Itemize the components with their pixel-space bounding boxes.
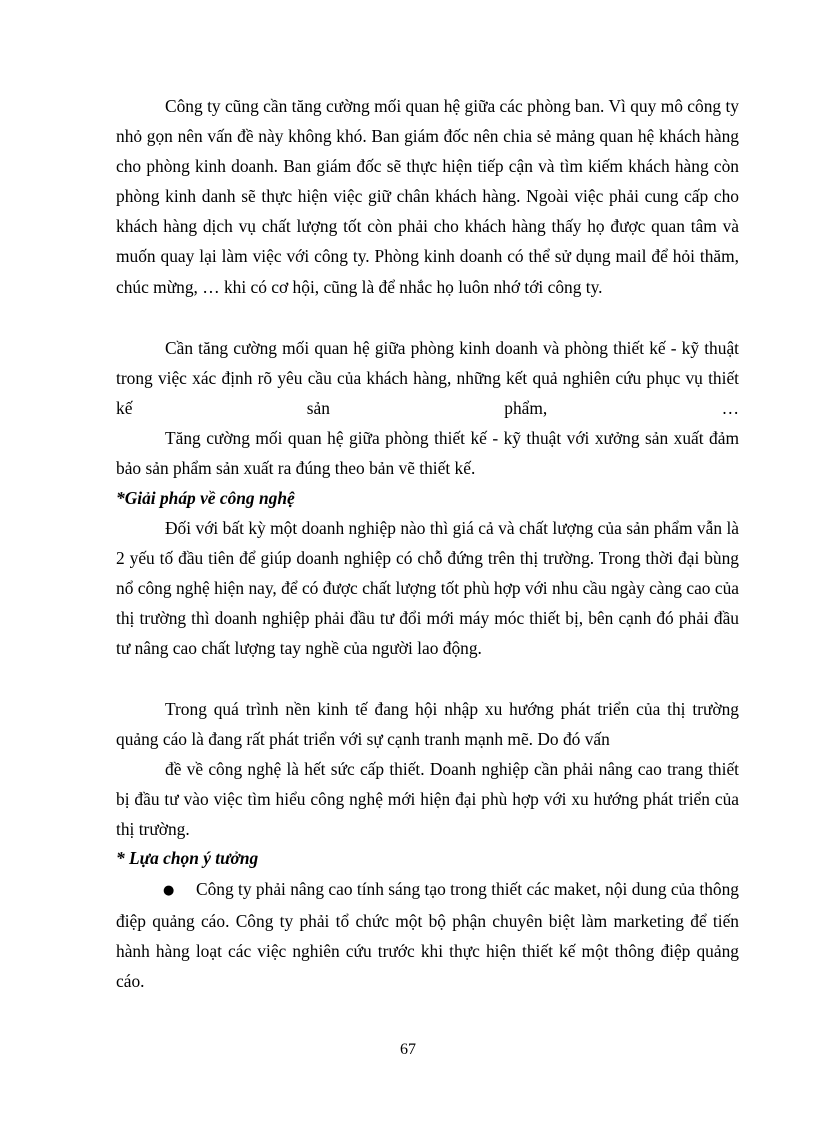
bullet-item-creativity [116, 874, 739, 996]
page-number: 67 [400, 1041, 416, 1058]
paragraph-department-relations: Công ty cũng cần tăng cường mối quan hệ giữa các phòng ban. Vì quy mô công ty nhỏ gọn nên vấn đề này không khó. Ban giám đốc nên chia sẻ mảng quan hệ khách hàng cho phòng kinh doanh. Ban giám đốc sẽ thực hiện tiếp cận và tìm kiếm khách hàng còn phòng kinh danh sẽ thực hiện việc giữ chân khách hàng. Ngoài việc phải cung cấp cho khách hàng dịch vụ chất lượng tốt còn phải cho khách hàng thấy họ được quan tâm và muốn quay lại làm việc với công ty. Phòng kinh doanh có thể sử dụng mail để hỏi thăm, chúc mừng, … khi có cơ hội, cũng là để nhắc họ luôn nhớ tới công ty. [116, 96, 739, 297]
heading-idea-selection: * Lựa chọn ý tưởng [116, 848, 259, 868]
bullet-item-text: Công ty phải nâng cao tính sáng tạo trong thiết các maket, nội dung của thông điệp quảng cáo. Công ty phải tổ chức một bộ phận chuyên biệt làm marketing để tiến hành hàng loạt các việc nghiên cứu trước khi thực hiện thiết kế một thông điệp quảng cáo. [116, 879, 739, 992]
paragraph-market-integration: Trong quá trình nền kinh tế đang hội nhập xu hướng phát triển của thị trường quảng cáo là đang rất phát triển với sự cạnh tranh mạnh mẽ. Do đó vấn [116, 699, 739, 750]
paragraph-technology-urgency: đề về công nghệ là hết sức cấp thiết. Doanh nghiệp cần phải nâng cao trang thiết bị đầu tư vào việc tìm hiểu công nghệ mới hiện đại phù hợp với xu hướng phát triển của thị trường. [116, 759, 739, 840]
bullet-dot-icon: ● [163, 883, 175, 898]
paragraph-sales-design-relations: Cần tăng cường mối quan hệ giữa phòng kinh doanh và phòng thiết kế - kỹ thuật trong việc xác định rõ yêu cầu của khách hàng, những kết quả nghiên cứu phục vụ thiết kế sản phẩm, … [116, 338, 739, 419]
paragraph-technology-investment: Đối với bất kỳ một doanh nghiệp nào thì giá cả và chất lượng của sản phẩm vẫn là 2 yếu tố đầu tiên để giúp doanh nghiệp có chỗ đứng trên thị trường. Trong thời đại bùng nổ công nghệ hiện nay, để có được chất lượng tốt phù hợp với nhu cầu ngày càng cao của thị trường thì doanh nghiệp phải đầu tư đổi mới máy móc thiết bị, bên cạnh đó phải đầu tư nâng cao chất lượng tay nghề của người lao động. [116, 518, 739, 659]
paragraph-design-workshop-relations: Tăng cường mối quan hệ giữa phòng thiết kế - kỹ thuật với xưởng sản xuất đảm bảo sản phẩm sản xuất ra đúng theo bản vẽ thiết kế. [116, 428, 739, 479]
heading-technology-solution: *Giải pháp về công nghệ [116, 488, 295, 508]
